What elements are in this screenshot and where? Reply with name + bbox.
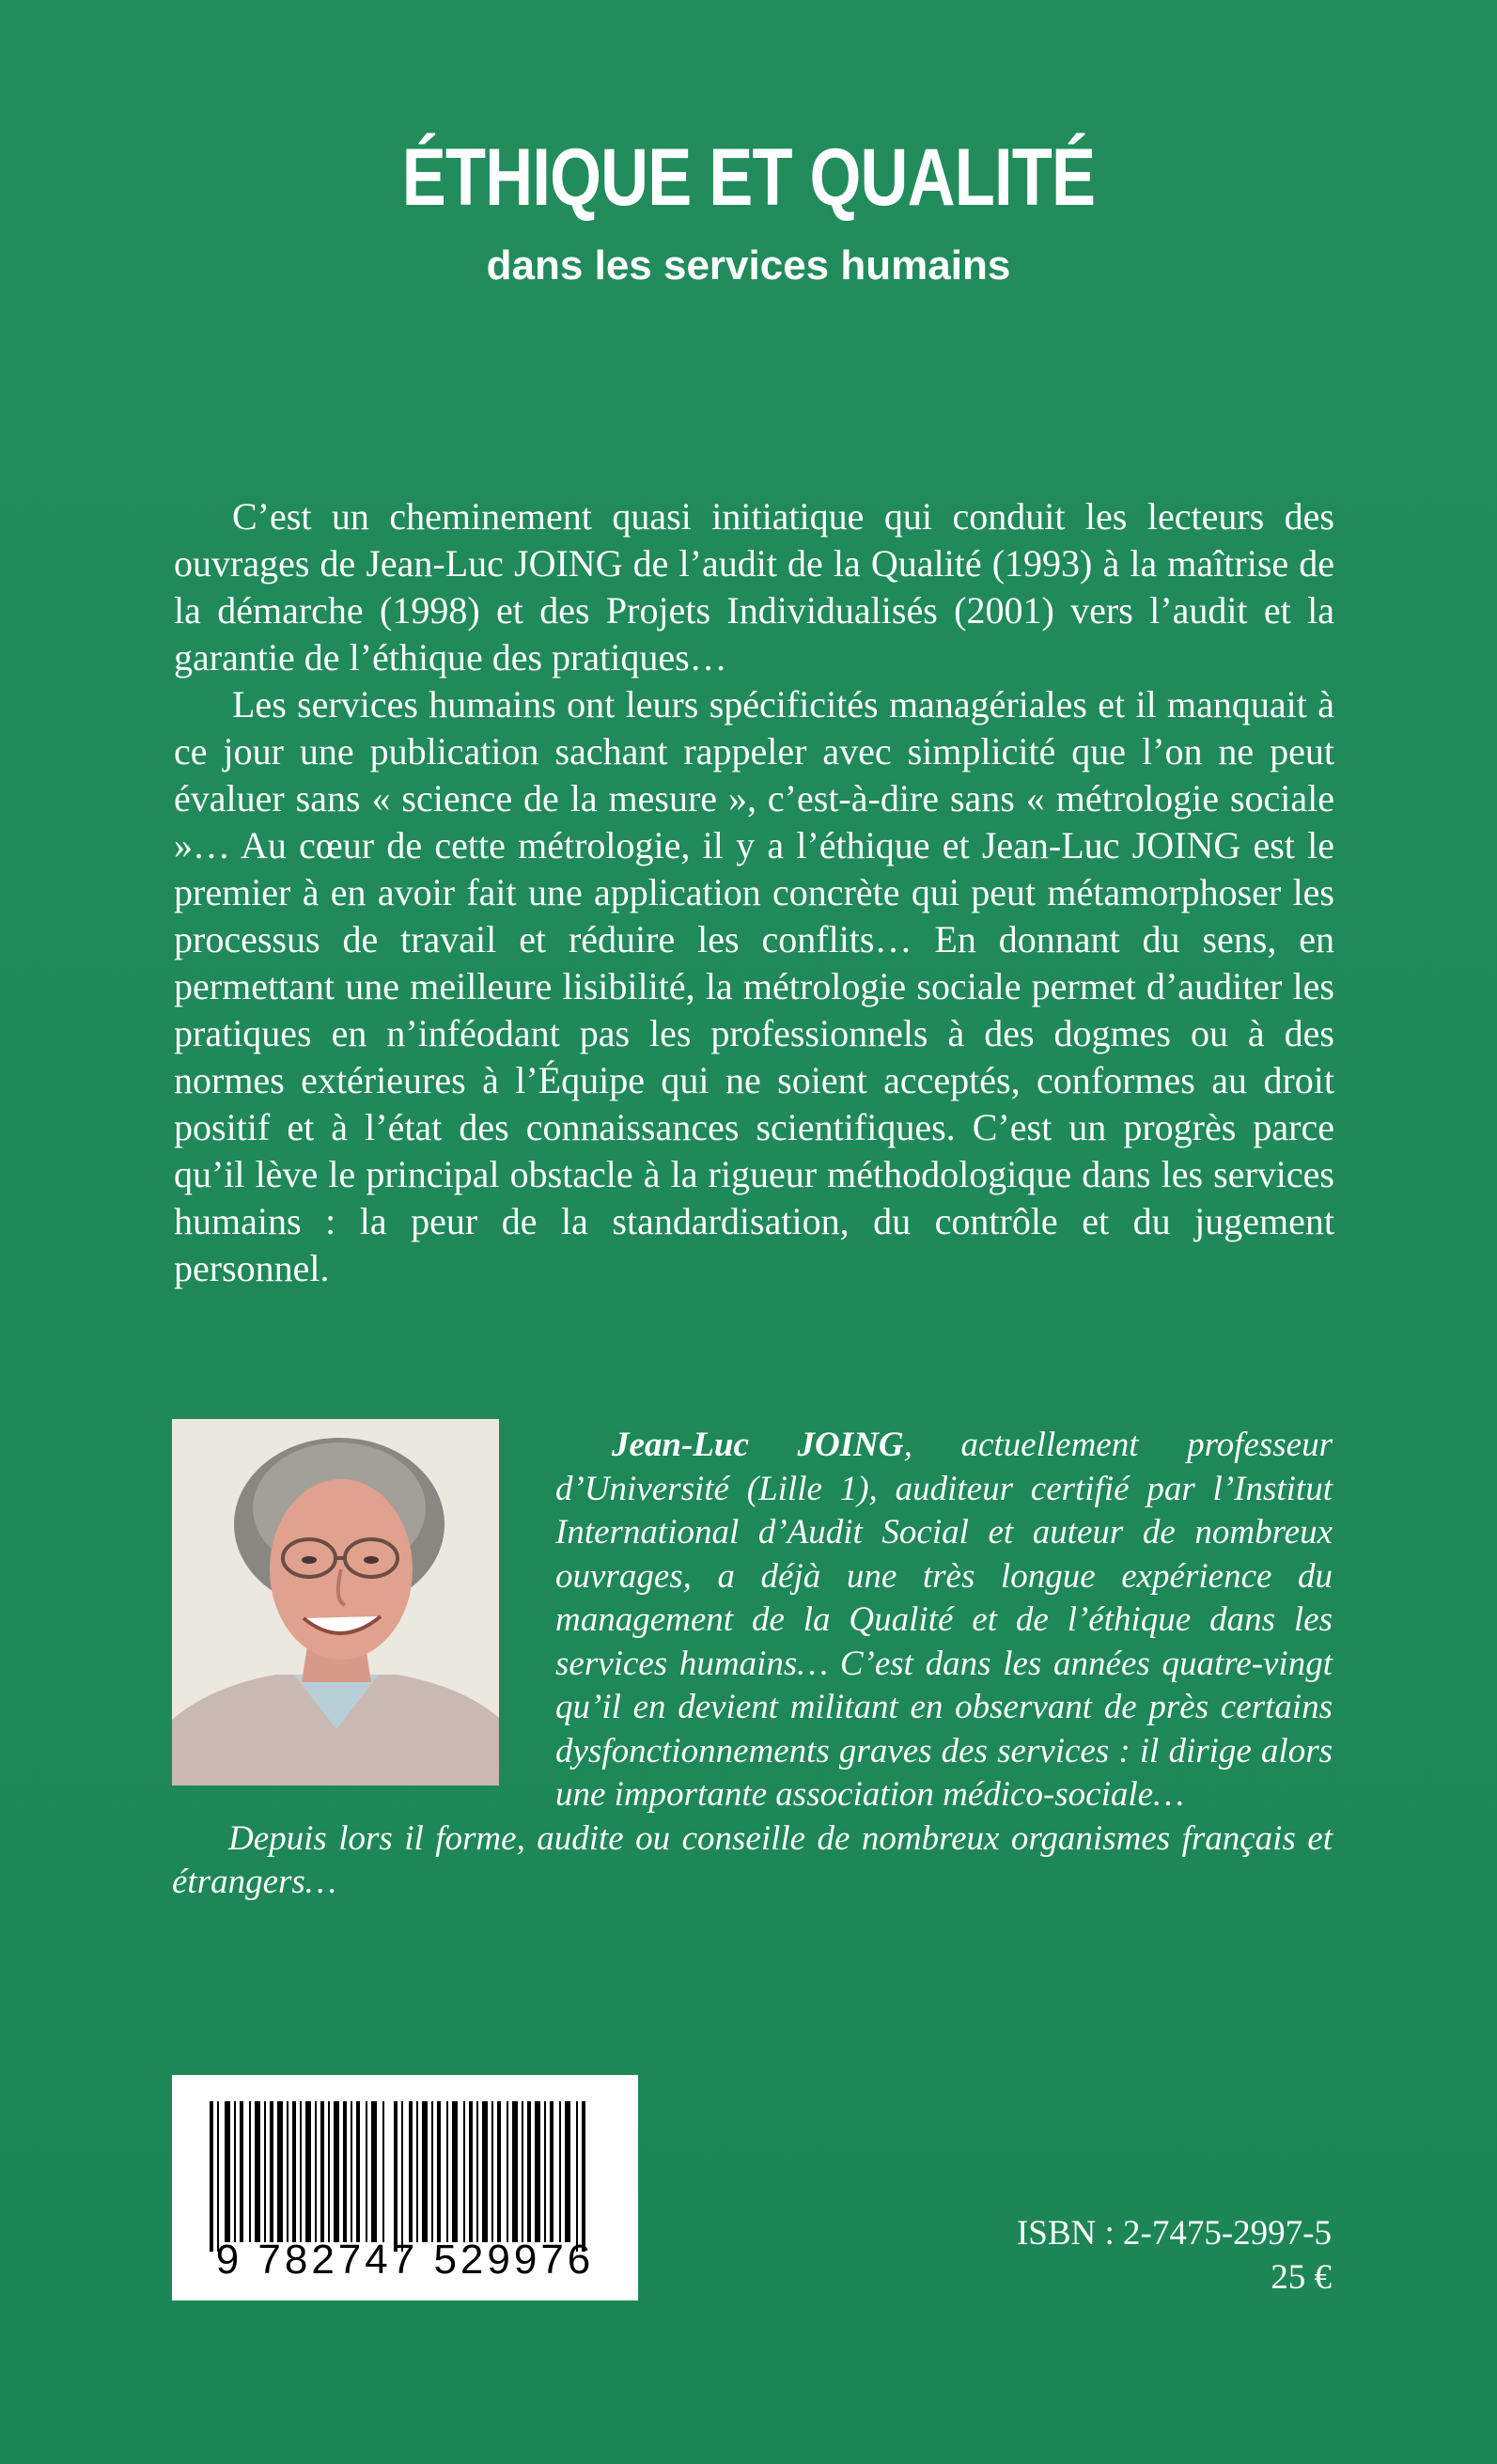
isbn: ISBN : 2-7475-2997-5 <box>1016 2214 1332 2253</box>
author-name: Jean-Luc JOING <box>612 1426 904 1464</box>
summary-text <box>174 493 1334 1292</box>
barcode <box>172 2075 638 2300</box>
summary-paragraph-2: Les services humains ont leurs spécificités managériales et il manquait à ce jour une publication sachant rappeler avec simplicité que l’on ne peut évaluer sans « science de la mesure », c’est-à-dire sans « métrologie sociale »… Au cœur de cette métrologie, il y a l’éthique et Jean-Luc JOING est le premier à en avoir fait une application concrète qui peut métamorphoser les processus de travail et réduire les conflits… En donnant du sens, en permettant une meilleure lisibilité, la métrologie sociale permet d’auditer les pratiques en n’inféodant pas les professionnels à des dogmes ou à des normes extérieures à l’Équipe qui ne soient acceptés, conformes au droit positif et à l’état des connaissances scientifiques. C’est un progrès parce qu’il lève le principal obstacle à la rigueur méthodologique dans les services humains : la peur de la standardisation, du contrôle et du jugement personnel. <box>174 683 1334 1289</box>
barcode-digits: 9 782747 529976 <box>215 2237 595 2283</box>
summary-paragraph-1: C’est un cheminement quasi initiatique qui conduit les lecteurs des ouvrages de Jean-Luc JOING de l’audit de la Qualité (1993) à la maîtrise de la démarche (1998) et des Projets Individualisés (2001) vers l’audit et la garantie de l’éthique des pratiques… <box>174 495 1334 678</box>
book-subtitle: dans les services humains <box>486 242 1011 289</box>
photo-spacer <box>172 1424 555 1800</box>
author-bio <box>172 1424 1333 1905</box>
author-bio-paragraph-2: Depuis lors il forme, audite ou conseille de nombreux organismes français et étrangers… <box>172 1818 1333 1901</box>
book-title: ÉTHIQUE ET QUALITÉ <box>401 133 1096 223</box>
price: 25 € <box>1271 2258 1332 2297</box>
author-bio-text: , actuellement professeur d’Université (Lille 1), auditeur certifié par l’Institut International d’Audit Social et auteur de nombreux ouvrages, a déjà une très longue expérience du management de la Qualité et de l’éthique dans les services humains… C’est dans les années quatre-vingt qu’il en devient militant en observant de près certains dysfonctionnements graves des services : il dirige alors une importante association médico-sociale… <box>555 1426 1333 1814</box>
